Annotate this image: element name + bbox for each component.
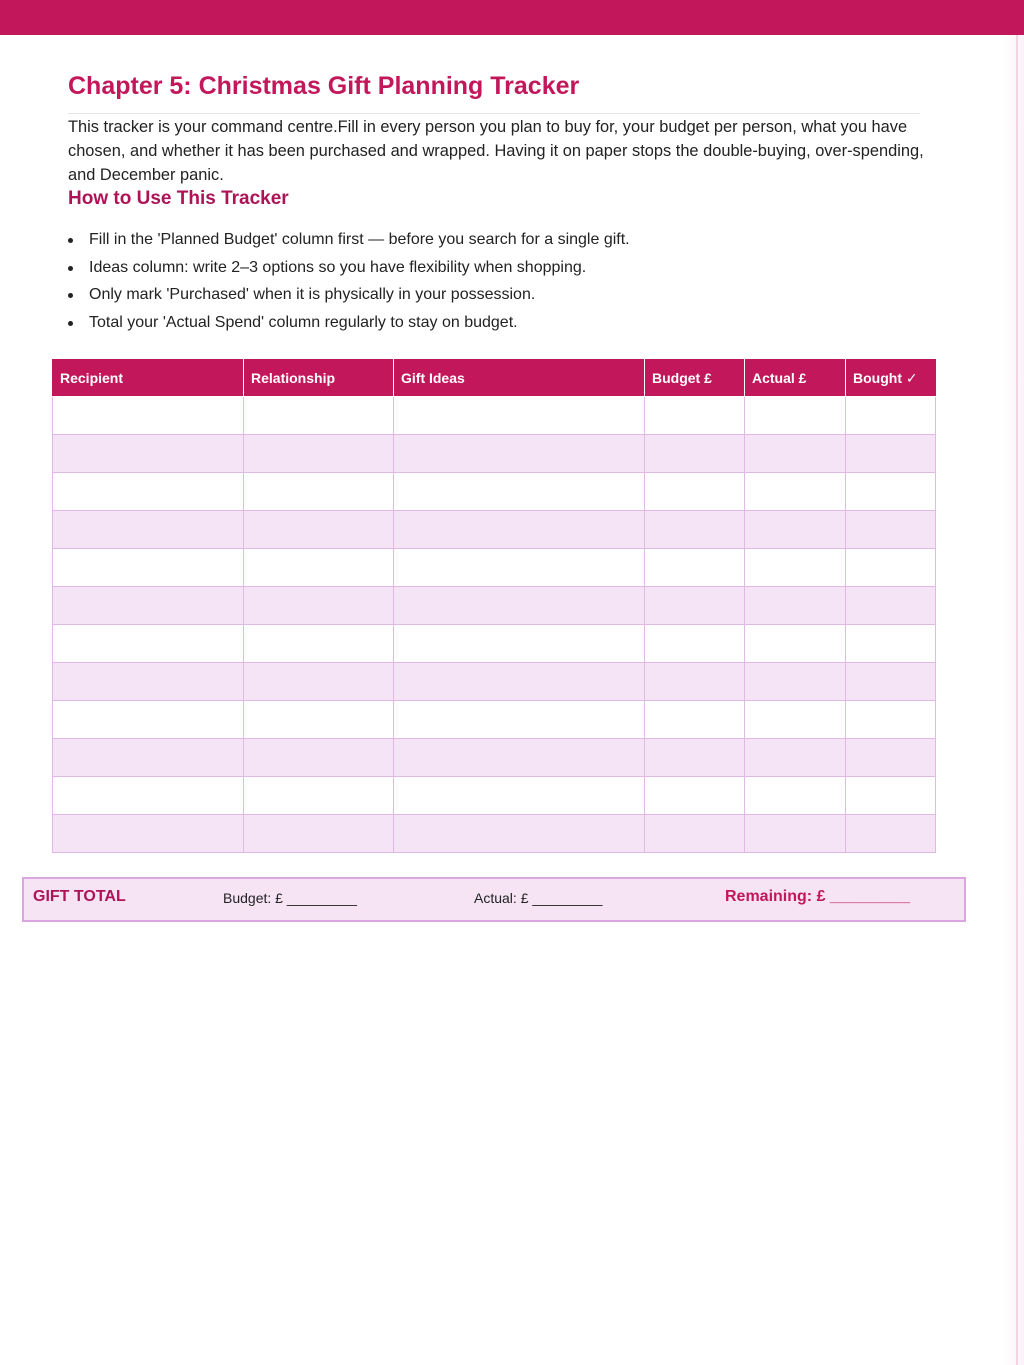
cell-recipient[interactable] xyxy=(53,511,244,549)
column-header-gift-ideas: Gift Ideas xyxy=(394,360,645,397)
cell-bought[interactable] xyxy=(846,625,936,663)
cell-gift-ideas[interactable] xyxy=(394,473,645,511)
gift-total-box xyxy=(22,877,966,922)
cell-recipient[interactable] xyxy=(53,663,244,701)
column-header-recipient: Recipient xyxy=(53,360,244,397)
cell-recipient[interactable] xyxy=(53,435,244,473)
cell-gift-ideas[interactable] xyxy=(394,663,645,701)
cell-gift-ideas[interactable] xyxy=(394,815,645,853)
cell-bought[interactable] xyxy=(846,549,936,587)
cell-actual[interactable] xyxy=(745,587,846,625)
table-body xyxy=(53,397,936,853)
cell-gift-ideas[interactable] xyxy=(394,701,645,739)
total-actual-field[interactable]: Actual: £ _________ xyxy=(474,890,603,906)
cell-budget[interactable] xyxy=(645,473,745,511)
table-row xyxy=(53,473,936,511)
gift-total-label: GIFT TOTAL xyxy=(33,888,126,905)
cell-recipient[interactable] xyxy=(53,473,244,511)
page-edge-shade xyxy=(1002,35,1024,1365)
cell-budget[interactable] xyxy=(645,777,745,815)
cell-relationship[interactable] xyxy=(244,777,394,815)
cell-budget[interactable] xyxy=(645,435,745,473)
page-edge-line xyxy=(1016,35,1018,1365)
table-row xyxy=(53,549,936,587)
cell-actual[interactable] xyxy=(745,473,846,511)
cell-relationship[interactable] xyxy=(244,435,394,473)
cell-recipient[interactable] xyxy=(53,587,244,625)
section-heading: How to Use This Tracker xyxy=(68,188,289,209)
cell-relationship[interactable] xyxy=(244,587,394,625)
cell-relationship[interactable] xyxy=(244,397,394,435)
table-header-row xyxy=(53,360,936,397)
title-divider xyxy=(68,113,920,114)
table-row xyxy=(53,511,936,549)
cell-gift-ideas[interactable] xyxy=(394,739,645,777)
cell-actual[interactable] xyxy=(745,815,846,853)
table-row xyxy=(53,815,936,853)
cell-budget[interactable] xyxy=(645,815,745,853)
cell-budget[interactable] xyxy=(645,587,745,625)
cell-bought[interactable] xyxy=(846,777,936,815)
total-remaining-field[interactable]: Remaining: £ _________ xyxy=(725,888,910,905)
cell-gift-ideas[interactable] xyxy=(394,435,645,473)
cell-budget[interactable] xyxy=(645,511,745,549)
column-header-budget: Budget £ xyxy=(645,360,745,397)
cell-relationship[interactable] xyxy=(244,739,394,777)
tip-item: Total your 'Actual Spend' column regularly to stay on budget. xyxy=(68,309,928,337)
tip-item: Only mark 'Purchased' when it is physically in your possession. xyxy=(68,281,928,309)
cell-bought[interactable] xyxy=(846,511,936,549)
cell-budget[interactable] xyxy=(645,625,745,663)
page-title: Chapter 5: Christmas Gift Planning Tracker xyxy=(68,72,580,100)
cell-gift-ideas[interactable] xyxy=(394,549,645,587)
cell-actual[interactable] xyxy=(745,739,846,777)
table-row xyxy=(53,701,936,739)
gift-tracker-table xyxy=(52,359,936,853)
tip-item: Ideas column: write 2–3 options so you have flexibility when shopping. xyxy=(68,254,928,282)
column-header-actual: Actual £ xyxy=(745,360,846,397)
cell-gift-ideas[interactable] xyxy=(394,777,645,815)
cell-relationship[interactable] xyxy=(244,473,394,511)
table-row xyxy=(53,663,936,701)
cell-bought[interactable] xyxy=(846,663,936,701)
cell-relationship[interactable] xyxy=(244,625,394,663)
cell-relationship[interactable] xyxy=(244,549,394,587)
cell-recipient[interactable] xyxy=(53,701,244,739)
cell-gift-ideas[interactable] xyxy=(394,511,645,549)
cell-actual[interactable] xyxy=(745,701,846,739)
cell-actual[interactable] xyxy=(745,511,846,549)
cell-budget[interactable] xyxy=(645,549,745,587)
cell-budget[interactable] xyxy=(645,701,745,739)
cell-bought[interactable] xyxy=(846,815,936,853)
cell-recipient[interactable] xyxy=(53,739,244,777)
cell-bought[interactable] xyxy=(846,473,936,511)
cell-actual[interactable] xyxy=(745,397,846,435)
total-budget-field[interactable]: Budget: £ _________ xyxy=(223,890,357,906)
cell-bought[interactable] xyxy=(846,587,936,625)
cell-gift-ideas[interactable] xyxy=(394,587,645,625)
cell-budget[interactable] xyxy=(645,739,745,777)
column-header-relationship: Relationship xyxy=(244,360,394,397)
intro-paragraph: This tracker is your command centre.Fill in every person you plan to buy for, your budget per person, what you have chosen, and whether it has been purchased and wrapped. Having it on paper stops the double-buying, over-spending, and December panic. xyxy=(68,118,924,184)
cell-bought[interactable] xyxy=(846,435,936,473)
cell-gift-ideas[interactable] xyxy=(394,397,645,435)
cell-relationship[interactable] xyxy=(244,701,394,739)
top-banner xyxy=(0,0,1024,35)
table-row xyxy=(53,587,936,625)
tip-item: Fill in the 'Planned Budget' column first — before you search for a single gift. xyxy=(68,226,928,254)
table-row xyxy=(53,777,936,815)
tips-list xyxy=(68,226,928,337)
cell-relationship[interactable] xyxy=(244,815,394,853)
cell-gift-ideas[interactable] xyxy=(394,625,645,663)
cell-budget[interactable] xyxy=(645,663,745,701)
cell-recipient[interactable] xyxy=(53,625,244,663)
cell-relationship[interactable] xyxy=(244,511,394,549)
cell-bought[interactable] xyxy=(846,739,936,777)
cell-recipient[interactable] xyxy=(53,397,244,435)
column-header-bought: Bought ✓ xyxy=(846,360,936,397)
table-row xyxy=(53,739,936,777)
cell-actual[interactable] xyxy=(745,625,846,663)
table-row xyxy=(53,435,936,473)
cell-bought[interactable] xyxy=(846,397,936,435)
cell-recipient[interactable] xyxy=(53,777,244,815)
cell-recipient[interactable] xyxy=(53,815,244,853)
cell-relationship[interactable] xyxy=(244,663,394,701)
cell-actual[interactable] xyxy=(745,663,846,701)
cell-actual[interactable] xyxy=(745,777,846,815)
table-row xyxy=(53,397,936,435)
cell-bought[interactable] xyxy=(846,701,936,739)
cell-recipient[interactable] xyxy=(53,549,244,587)
cell-budget[interactable] xyxy=(645,397,745,435)
cell-actual[interactable] xyxy=(745,435,846,473)
table-row xyxy=(53,625,936,663)
cell-actual[interactable] xyxy=(745,549,846,587)
